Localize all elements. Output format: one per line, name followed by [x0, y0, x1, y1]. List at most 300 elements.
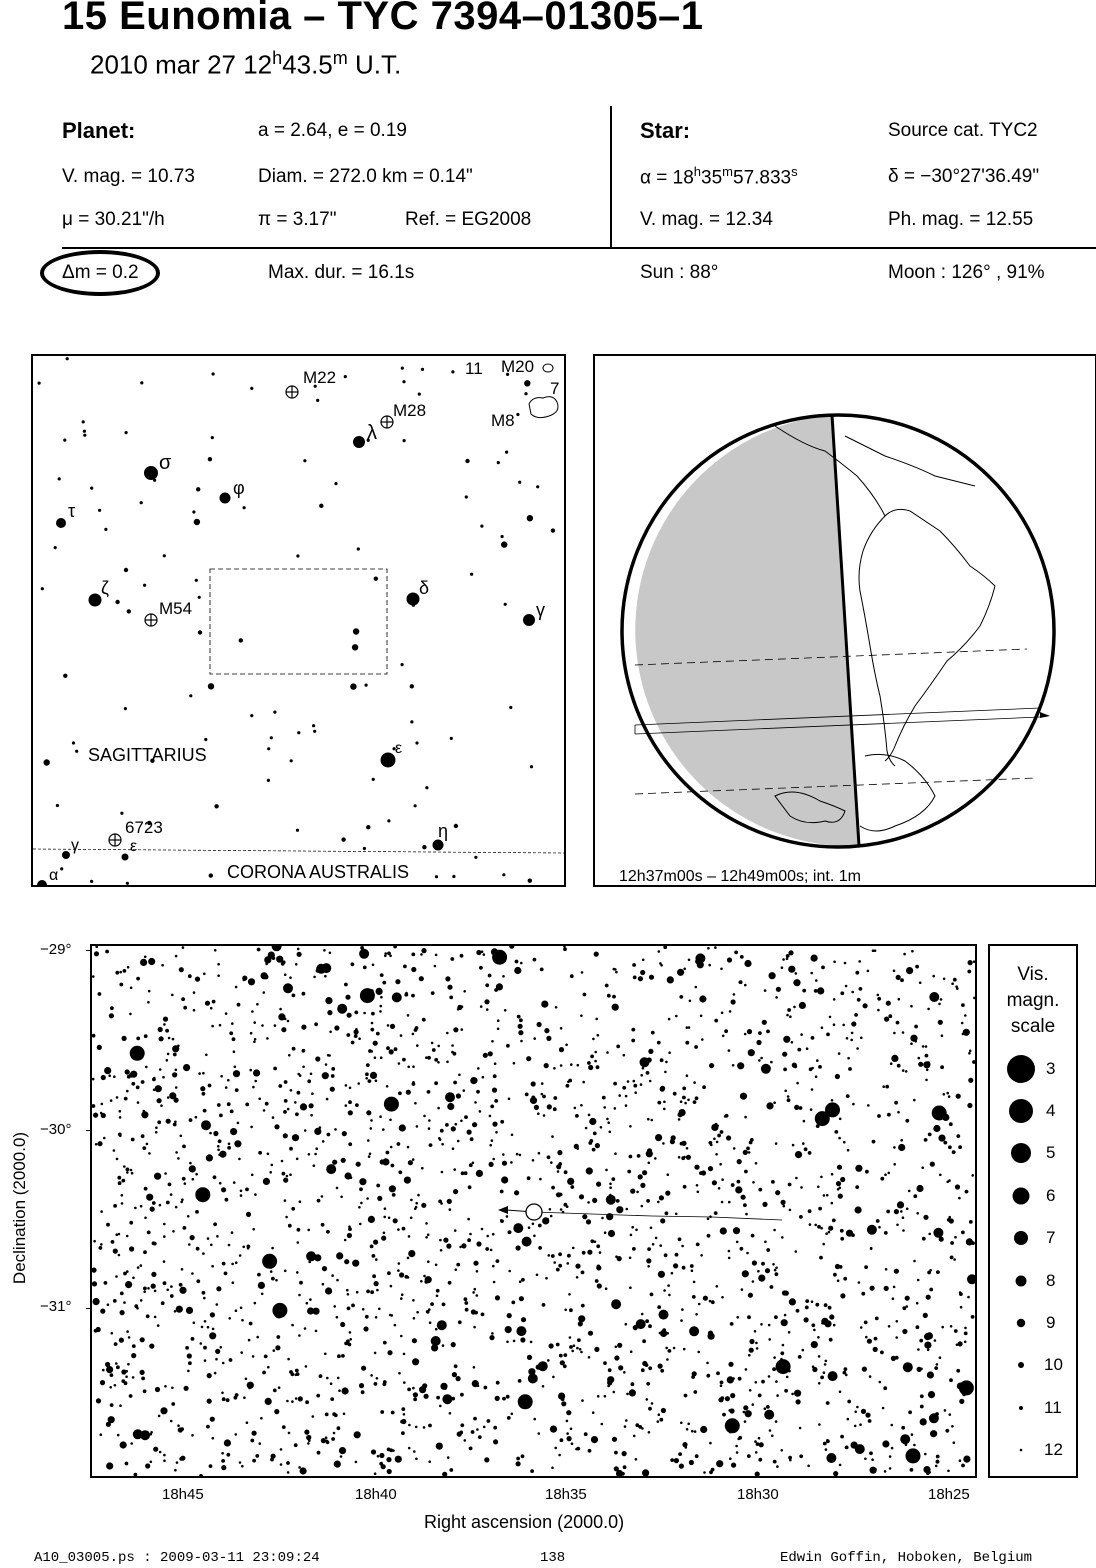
field-star [659, 962, 662, 965]
field-star [417, 1194, 420, 1197]
field-star [744, 1116, 747, 1119]
field-star [752, 1280, 755, 1283]
field-star [951, 1425, 954, 1428]
field-star [666, 1332, 669, 1335]
field-star [720, 968, 723, 971]
field-star [267, 747, 270, 750]
field-star [701, 1170, 706, 1175]
field-star [631, 1226, 634, 1229]
field-star [416, 1044, 419, 1047]
field-star [846, 1094, 850, 1098]
field-star [408, 1447, 411, 1450]
field-star [840, 1237, 844, 1241]
field-star [239, 1461, 242, 1464]
field-star [712, 1180, 717, 1185]
constellation-boundary [33, 849, 564, 853]
field-star [792, 1144, 795, 1147]
field-star [473, 1261, 478, 1266]
field-star [212, 1000, 216, 1004]
field-star [775, 1380, 778, 1383]
field-star [507, 1313, 512, 1318]
field-star [509, 946, 514, 949]
field-star [502, 873, 505, 876]
field-star [343, 1413, 346, 1416]
field-star [575, 1114, 579, 1118]
field-star [916, 1325, 920, 1329]
legend-mag-9: 9 [1046, 1313, 1056, 1332]
field-star [823, 1371, 826, 1374]
field-star [246, 1421, 249, 1424]
field-star [296, 554, 299, 557]
field-star [458, 1074, 461, 1077]
field-star [374, 1382, 378, 1386]
field-star [608, 1230, 615, 1237]
field-star [660, 1058, 664, 1062]
field-star [387, 1469, 392, 1474]
field-star [394, 1324, 397, 1327]
field-star [504, 1009, 507, 1012]
field-star [925, 1079, 928, 1082]
field-star [243, 506, 246, 509]
legend-dot-8 [1016, 1276, 1027, 1287]
field-star [228, 1317, 231, 1320]
field-star [949, 1378, 953, 1382]
field-star [448, 1281, 452, 1285]
field-star [140, 1370, 145, 1375]
field-star [109, 1386, 112, 1389]
x-axis-title: Right ascension (2000.0) [424, 1512, 625, 1532]
field-star [180, 1201, 183, 1204]
field-star [278, 1386, 281, 1389]
field-star [729, 1431, 732, 1434]
field-star [103, 1137, 106, 1140]
field-star [605, 1287, 608, 1290]
field-star [683, 1348, 686, 1351]
field-star [274, 1309, 284, 1319]
field-star [292, 1134, 299, 1141]
field-star [699, 995, 706, 1002]
field-star [376, 1184, 380, 1188]
field-star [170, 1294, 174, 1298]
field-star [829, 1314, 834, 1319]
field-star [818, 1355, 821, 1358]
field-star [342, 1131, 347, 1136]
field-star [249, 1322, 253, 1326]
field-star [143, 1389, 147, 1393]
field-star [358, 1037, 361, 1040]
field-star [811, 955, 818, 962]
field-star [569, 1308, 573, 1312]
asteroid-path [534, 1212, 782, 1220]
label-epsilon: ε [395, 740, 403, 757]
field-star [183, 1006, 187, 1010]
field-star [548, 1254, 551, 1257]
field-star [784, 1314, 787, 1317]
field-star [769, 1429, 772, 1432]
legend-mag-6: 6 [1046, 1186, 1056, 1205]
field-star [472, 1162, 475, 1165]
field-star [702, 1085, 706, 1089]
field-star [311, 1092, 314, 1095]
field-star [334, 1025, 339, 1030]
field-star [202, 1252, 205, 1255]
field-star [162, 1076, 165, 1079]
event-datetime [90, 48, 401, 81]
field-star [235, 1309, 238, 1312]
field-star [213, 1175, 217, 1179]
field-star [406, 1090, 411, 1095]
field-star [874, 1468, 877, 1471]
field-star [310, 1073, 313, 1076]
field-star [906, 1448, 921, 1463]
field-star [390, 1024, 395, 1029]
field-star [118, 1181, 122, 1185]
field-star [851, 1021, 856, 1026]
field-star [182, 1145, 186, 1149]
field-star [664, 1071, 667, 1074]
field-star [949, 1122, 953, 1126]
field-star [532, 1159, 535, 1162]
field-star [693, 1100, 697, 1104]
field-star [840, 1177, 845, 1182]
field-star [41, 587, 44, 590]
ra-minutes: 35 [701, 167, 723, 189]
field-star [483, 953, 486, 956]
field-star [368, 1155, 371, 1158]
field-star [602, 1096, 606, 1100]
field-star [58, 477, 61, 480]
field-star [501, 541, 507, 547]
field-star [415, 1458, 418, 1461]
field-star [423, 1115, 426, 1118]
field-star [744, 1170, 748, 1174]
field-star [578, 1315, 585, 1322]
field-star [843, 1277, 847, 1281]
field-star [810, 1108, 813, 1111]
field-star [129, 1246, 134, 1251]
field-star [397, 1269, 400, 1272]
field-star [492, 1233, 495, 1236]
field-star [730, 1322, 734, 1326]
field-star [772, 1367, 776, 1371]
field-star [772, 1263, 775, 1266]
field-star [325, 997, 332, 1004]
dec-tick-30 [86, 1130, 92, 1131]
field-star [775, 1420, 778, 1423]
field-star [170, 1420, 173, 1423]
field-star [905, 1070, 908, 1073]
field-star [617, 1343, 622, 1348]
field-star [691, 1269, 694, 1272]
label-gamma-cra: γ [71, 837, 79, 854]
field-star [239, 1254, 242, 1257]
field-star [267, 779, 270, 782]
field-star [119, 1116, 122, 1119]
field-star [376, 1377, 379, 1380]
field-star [616, 1045, 620, 1049]
field-star [835, 1264, 840, 1269]
field-star [158, 1415, 161, 1418]
field-star [891, 1356, 896, 1361]
field-star [786, 1376, 789, 1379]
field-star [616, 1206, 623, 1213]
field-star [837, 1279, 840, 1282]
field-star [75, 750, 78, 753]
field-star [405, 1275, 409, 1279]
field-star [530, 1469, 534, 1473]
field-star [206, 1425, 210, 1429]
field-star [818, 1423, 821, 1426]
field-star [38, 382, 41, 385]
field-star [567, 1436, 572, 1441]
field-star [257, 1273, 261, 1277]
field-star [774, 1315, 778, 1319]
field-star [700, 1015, 703, 1018]
field-star [263, 1109, 266, 1112]
field-star [893, 970, 896, 973]
field-star [389, 1314, 392, 1317]
field-star [561, 1397, 565, 1401]
field-star [527, 1355, 532, 1360]
field-star [823, 1194, 826, 1197]
field-star [340, 1455, 343, 1458]
field-star [425, 1222, 428, 1225]
field-star [516, 1153, 519, 1156]
field-star [569, 1345, 573, 1349]
ra-label-18h45: 18h45 [162, 1486, 204, 1503]
label-6723: 6723 [125, 818, 163, 837]
field-star [867, 1225, 877, 1235]
field-star [209, 873, 213, 877]
field-star [130, 1046, 145, 1061]
field-star [174, 1310, 177, 1313]
field-star [301, 1025, 306, 1030]
field-star [771, 1435, 774, 1438]
field-star [198, 1072, 201, 1075]
field-star [737, 1438, 740, 1441]
field-star [821, 1026, 824, 1029]
field-star [936, 1363, 939, 1366]
field-star [421, 1203, 426, 1208]
field-star [92, 1104, 95, 1108]
field-star [373, 1041, 378, 1046]
field-star [113, 1299, 117, 1303]
field-star [494, 988, 498, 992]
field-star [650, 1227, 653, 1230]
field-star [905, 1296, 910, 1301]
field-star [217, 974, 220, 977]
field-star [533, 958, 537, 962]
field-star [235, 1088, 239, 1092]
field-star [334, 1461, 341, 1468]
field-star [95, 946, 98, 948]
field-star [570, 1063, 573, 1066]
field-star [657, 1420, 660, 1423]
field-star [413, 1317, 416, 1320]
field-star [412, 1158, 415, 1161]
field-star [456, 1376, 461, 1381]
field-star [119, 1338, 124, 1343]
field-star [274, 1124, 279, 1129]
field-star [661, 1408, 666, 1413]
field-star [217, 1145, 220, 1148]
field-star [968, 960, 973, 965]
field-star [254, 1038, 257, 1041]
field-star [893, 1286, 896, 1289]
field-star [313, 730, 316, 733]
field-star [295, 963, 298, 966]
target-star-marker [526, 1204, 542, 1220]
field-star [781, 1449, 784, 1452]
field-star [283, 1110, 287, 1114]
field-star [721, 1178, 724, 1181]
field-star [344, 1239, 347, 1242]
field-star [251, 1174, 254, 1177]
field-star [154, 1173, 161, 1180]
field-star [837, 1188, 840, 1191]
field-star [401, 1293, 404, 1296]
field-star [738, 981, 741, 984]
field-star [167, 1053, 170, 1056]
field-star [911, 950, 914, 953]
field-star [553, 1107, 557, 1111]
field-star [754, 1440, 757, 1443]
field-star [733, 1147, 736, 1150]
field-star [163, 1281, 167, 1285]
field-star [614, 1451, 618, 1455]
field-star [752, 1260, 757, 1265]
field-star [300, 1467, 307, 1474]
field-star [658, 1271, 665, 1278]
m20-nebula-icon [543, 364, 553, 372]
field-star [842, 1024, 845, 1027]
field-star [546, 1218, 549, 1221]
field-star [424, 1394, 429, 1399]
field-star [365, 1315, 369, 1319]
field-star [749, 1339, 754, 1344]
field-star [297, 1091, 301, 1095]
field-star [926, 1069, 929, 1072]
field-star [473, 1326, 476, 1329]
field-star [567, 1178, 574, 1185]
field-star [255, 1071, 259, 1075]
legend-mag-7: 7 [1046, 1228, 1056, 1247]
field-star [271, 1247, 274, 1250]
field-star [950, 1256, 954, 1260]
field-star [538, 1152, 541, 1155]
field-star [927, 1271, 931, 1275]
field-star [476, 1170, 483, 1177]
field-star [326, 1440, 330, 1444]
field-star [615, 971, 618, 974]
field-star [379, 1115, 382, 1118]
field-star [814, 989, 818, 993]
field-star [651, 1402, 654, 1405]
field-star [630, 1234, 633, 1237]
field-star [300, 1103, 307, 1110]
field-star [717, 1134, 721, 1138]
field-star [476, 950, 481, 955]
field-star [241, 1465, 244, 1468]
field-star [299, 1281, 303, 1285]
field-star [246, 1212, 251, 1217]
field-star [820, 1376, 824, 1380]
field-star [898, 1144, 905, 1151]
field-star [722, 1035, 725, 1038]
field-star [393, 1218, 398, 1223]
field-star [813, 1329, 816, 1332]
field-star [248, 1387, 251, 1390]
field-star [793, 1006, 796, 1009]
field-star [334, 482, 337, 485]
field-star [425, 786, 428, 789]
star-chart [92, 946, 975, 1476]
star-declination: δ = −30°27'36.49" [888, 166, 1040, 187]
field-star [518, 1379, 522, 1383]
field-star [184, 1182, 187, 1185]
field-star [233, 1181, 236, 1184]
field-star [479, 1110, 482, 1113]
field-star [173, 1053, 177, 1057]
field-star [352, 1260, 359, 1267]
field-star [285, 1216, 288, 1219]
field-star [361, 1390, 365, 1394]
field-star [962, 1392, 966, 1396]
field-star [550, 1215, 553, 1218]
field-star [654, 1157, 657, 1160]
field-star [270, 1458, 274, 1462]
field-star [501, 535, 504, 538]
field-star [657, 1041, 661, 1045]
field-star [552, 1376, 555, 1379]
field-star [370, 1028, 374, 1032]
field-star [646, 1071, 650, 1075]
dec-tick-29 [86, 950, 92, 951]
field-star [845, 1374, 848, 1377]
field-star [566, 1410, 571, 1415]
field-star [398, 1372, 401, 1375]
field-star [936, 1455, 940, 1459]
field-star [831, 1202, 834, 1205]
field-star [153, 1077, 156, 1080]
field-star [422, 1388, 425, 1391]
field-star [390, 1146, 393, 1149]
field-star [288, 1224, 292, 1228]
field-star [770, 1061, 773, 1064]
field-star [511, 1301, 515, 1305]
field-star [783, 1036, 790, 1043]
field-star [130, 987, 133, 990]
field-star [794, 1390, 801, 1397]
field-star [306, 1302, 309, 1305]
field-star [736, 1316, 739, 1319]
field-star [838, 1194, 843, 1199]
field-star [233, 1070, 240, 1077]
field-star [524, 380, 530, 386]
field-star [877, 997, 881, 1001]
field-star [835, 1074, 840, 1079]
field-star [833, 1023, 836, 1026]
field-star [107, 1303, 110, 1306]
field-star [756, 1347, 759, 1350]
field-star [517, 1015, 521, 1019]
field-star [163, 1023, 166, 1026]
field-star [325, 1436, 328, 1439]
field-star [239, 638, 243, 642]
field-star [201, 1120, 211, 1130]
field-star [261, 1293, 264, 1296]
field-star [341, 1158, 346, 1163]
